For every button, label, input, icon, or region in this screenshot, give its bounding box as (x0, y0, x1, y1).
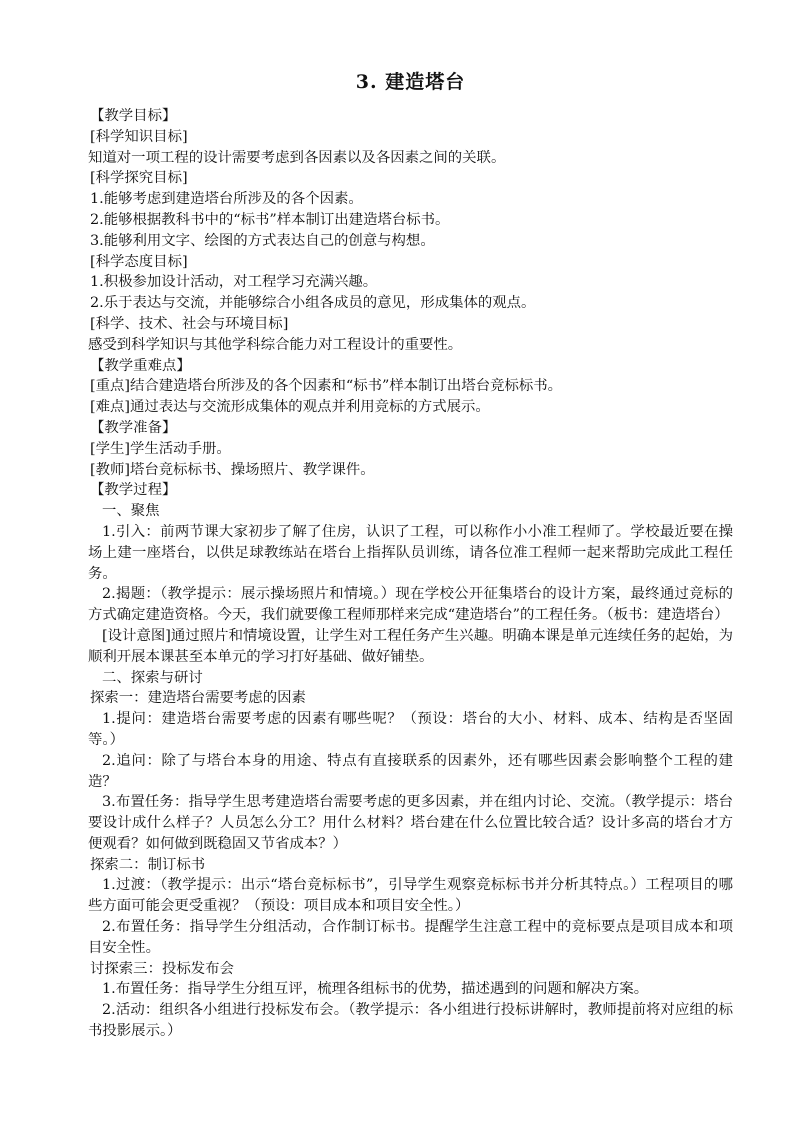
paragraph: 【教学过程】 (90, 482, 177, 499)
paragraph: [科学、技术、社会与环境目标] (90, 315, 289, 332)
paragraph: 感受到科学知识与其他学科综合能力对工程设计的重要性。 (88, 336, 463, 353)
paragraph: [科学态度目标] (90, 253, 188, 270)
paragraph: 3.能够利用文字、绘图的方式表达自己的创意与构想。 (90, 232, 435, 249)
document-body (88, 106, 733, 1042)
document-page (88, 68, 733, 1042)
paragraph: [教师]塔台竞标标书、操场照片、教学课件。 (90, 461, 375, 478)
paragraph: 2.乐于表达与交流，并能够综合小组各成员的意见，形成集体的观点。 (90, 295, 536, 312)
paragraph: [难点]通过表达与交流形成集体的观点并利用竞标的方式展示。 (90, 399, 490, 416)
paragraph: [科学知识目标] (90, 128, 188, 145)
paragraph: 探索二：制订标书 (90, 856, 206, 873)
paragraph: 1.布置任务：指导学生分组互评，梳理各组标书的优势，描述遇到的问题和解决方案。 (102, 981, 649, 998)
paragraph: [科学探究目标] (90, 170, 188, 187)
paragraph: 【教学目标】 (90, 108, 177, 124)
paragraph: 二、探索与研讨 (102, 669, 203, 686)
paragraph: 1.过渡：（教学提示：出示“塔台竞标标书”，引导学生观察竞标标书并分析其特点。）工程项目的哪些方面可能会更受重视？（预设：项目成本和项目安全性。） (88, 877, 733, 915)
paragraph: 1.积极参加设计活动，对工程学习充满兴趣。 (90, 274, 378, 291)
paragraph: 【教学准备】 (90, 419, 177, 436)
paragraph: 1.引入：前两节课大家初步了解了住房，认识了工程，可以称作小小准工程师了。学校最近要在操场上建一座塔台，以供足球教练站在塔台上指挥队员训练，请各位准工程师一起来帮助完成此工程任务。 (88, 523, 733, 582)
paragraph: 3.布置任务：指导学生思考建造塔台需要考虑的更多因素，并在组内讨论、交流。（教学提示：塔台要设计成什么样子？人员怎么分工？用什么材料？塔台建在什么位置比较合适？设计多高的塔台才方便观看？如何做到既稳固又节省成本？） (88, 794, 733, 852)
paragraph: 1.能够考虑到建造塔台所涉及的各个因素。 (90, 191, 363, 208)
paragraph: 一、聚焦 (102, 503, 160, 520)
paragraph: [重点]结合建造塔台所涉及的各个因素和“标书”样本制订出塔台竞标标书。 (90, 378, 563, 395)
paragraph: 1.提问：建造塔台需要考虑的因素有哪些呢？（预设：塔台的大小、材料、成本、结构是否坚固等。） (88, 711, 733, 748)
paragraph: 2.能够根据教科书中的“标书”样本制订出建造塔台标书。 (90, 211, 450, 228)
page-title: 3. 建造塔台 (355, 71, 466, 93)
paragraph: 知道对一项工程的设计需要考虑到各因素以及各因素之间的关联。 (88, 149, 506, 166)
paragraph: 2.揭题：（教学提示：展示操场照片和情境。）现在学校公开征集塔台的设计方案，最终通过竞标的方式确定建造资格。今天，我们就要像工程师那样来完成“建造塔台”的工程任务。（板书：建造塔台） (88, 586, 733, 624)
paragraph: 探索一：建造塔台需要考虑的因素 (90, 690, 306, 707)
paragraph: 讨探索三：投标发布会 (90, 960, 234, 977)
paragraph: 2.布置任务：指导学生分组活动，合作制订标书。提醒学生注意工程中的竞标要点是项目成本和项目安全性。 (88, 919, 733, 956)
paragraph: 2.追问：除了与塔台本身的用途、特点有直接联系的因素外，还有哪些因素会影响整个工程的建造？ (88, 752, 733, 790)
paragraph: [设计意图]通过照片和情境设置，让学生对工程任务产生兴趣。明确本课是单元连续任务的起始，为顺利开展本课甚至本单元的学习打好基础、做好铺垫。 (88, 627, 733, 665)
paragraph: 【教学重难点】 (90, 357, 191, 374)
paragraph: 2.活动：组织各小组进行投标发布会。（教学提示：各小组进行投标讲解时，教师提前将对应组的标书投影展示。） (88, 1002, 733, 1040)
paragraph: [学生]学生活动手册。 (90, 440, 231, 457)
